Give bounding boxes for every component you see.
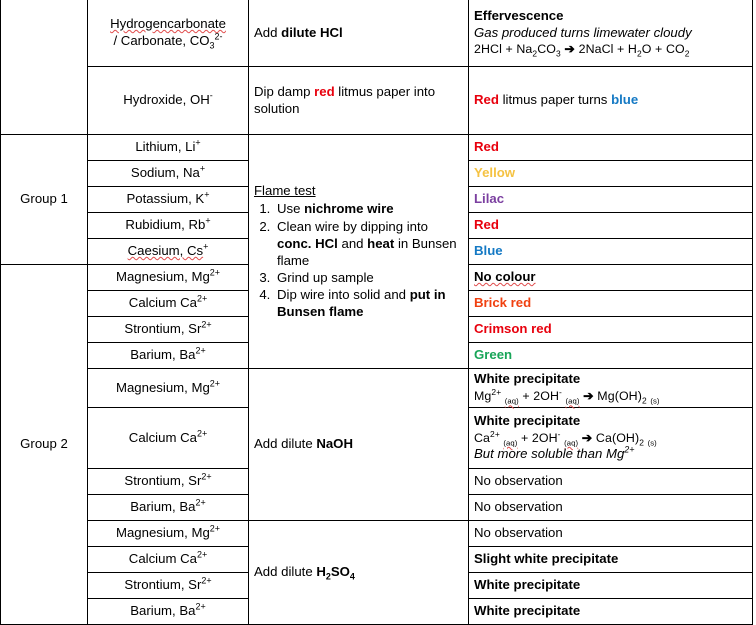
ion-name-hydrogencarbonate: Hydrogencarbonate xyxy=(110,16,226,32)
result-mid-hydroxide: litmus paper turns xyxy=(498,92,612,108)
flame-colour-barium: Green xyxy=(474,347,513,363)
group-cell-anions xyxy=(1,0,88,135)
ion-charge-naoh-calcium: 2+ xyxy=(196,428,208,439)
eq-ca-cation-charge: 2+ xyxy=(490,428,500,439)
test-text-prefix-carbonate: Add xyxy=(254,24,282,40)
ion-charge-naoh-strontium: 2+ xyxy=(201,471,212,482)
result-cell-flame-sodium xyxy=(469,161,753,187)
eq-mg-anion-charge: - xyxy=(559,386,562,397)
ion-name-lithium: Lithium, Li xyxy=(135,139,196,155)
equation-carbonate-hcl xyxy=(474,41,747,58)
flame-colour-calcium: Brick red xyxy=(474,295,532,311)
flame-step-1 xyxy=(274,200,463,217)
ion-cell-caesium xyxy=(88,239,249,265)
flame-step-2-bold-b: heat xyxy=(367,235,395,251)
result-cell-flame-caesium xyxy=(469,239,753,265)
ion-charge-caesium: + xyxy=(203,241,209,252)
eq-rhs-sub1: 2 xyxy=(636,48,642,59)
eq-mg-product: Mg(OH) xyxy=(593,389,642,403)
table-row-flame-lithium xyxy=(1,135,753,161)
ion-name-flame-barium: Barium, Ba xyxy=(130,347,196,363)
equation-naoh-magnesium xyxy=(474,388,747,405)
ion-cell-flame-strontium xyxy=(88,317,249,343)
ion-name-h2so4-strontium: Strontium, Sr xyxy=(124,577,202,593)
eq-mg-cation: Mg xyxy=(474,389,492,403)
test-text-bold-carbonate: dilute HCl xyxy=(281,24,343,40)
eq-ca-cation-state: (aq) xyxy=(503,438,518,448)
table-row-naoh-magnesium xyxy=(1,369,753,408)
result-cell-flame-magnesium xyxy=(469,265,753,291)
ion-name-sodium: Sodium, Na xyxy=(130,165,200,181)
result-note-sup: 2+ xyxy=(624,445,635,456)
ion-cell-naoh-barium xyxy=(88,495,249,521)
test-text-prefix-h2so4: Add dilute xyxy=(254,564,317,580)
ion-charge-flame-barium: 2+ xyxy=(195,345,206,356)
ion-charge-naoh-magnesium: 2+ xyxy=(209,378,221,389)
ion-name-flame-strontium: Strontium, Sr xyxy=(124,321,202,337)
result-cell-h2so4-magnesium: No observation xyxy=(469,521,753,547)
flame-step-4-bold: put in Bunsen flame xyxy=(277,287,446,320)
ion-charge-flame-calcium: 2+ xyxy=(196,293,208,304)
flame-step-4 xyxy=(274,286,463,320)
ion-name-naoh-magnesium: Magnesium, Mg xyxy=(115,379,210,395)
ion-name-h2so4-magnesium: Magnesium, Mg xyxy=(115,525,210,541)
ion-name-naoh-strontium: Strontium, Sr xyxy=(124,473,202,489)
table-row-carbonate xyxy=(1,0,753,67)
ion-name-potassium: Potassium, K xyxy=(126,191,205,207)
result-cell-h2so4-strontium: White precipitate xyxy=(469,573,753,599)
test-cell-naoh xyxy=(249,369,469,521)
result-cell-naoh-barium: No observation xyxy=(469,495,753,521)
ion-cell-flame-magnesium xyxy=(88,265,249,291)
result-cell-h2so4-calcium: Slight white precipitate xyxy=(469,547,753,573)
flame-step-2-text-a: Clean wire by dipping into xyxy=(277,218,429,234)
h2so4-sub1: 2 xyxy=(325,571,331,582)
h2so4-so: SO xyxy=(330,564,350,580)
flame-test-steps xyxy=(254,200,463,320)
result-cell-h2so4-barium: White precipitate xyxy=(469,599,753,625)
ion-charge-flame-strontium: 2+ xyxy=(201,319,212,330)
flame-step-4-text: Dip wire into solid and xyxy=(277,287,410,303)
ion-cell-h2so4-calcium xyxy=(88,547,249,573)
eq-rhs-1: 2NaCl + H xyxy=(578,42,637,57)
result-cell-flame-strontium xyxy=(469,317,753,343)
flame-colour-magnesium: No colour xyxy=(474,269,536,285)
ion-name-flame-calcium: Calcium Ca xyxy=(128,295,197,311)
ion-charge-carbonate: 2- xyxy=(214,31,223,42)
eq-lhs-1: 2HCl + Na xyxy=(474,42,533,57)
result-cell-hydroxide xyxy=(469,67,753,135)
table-row-hydroxide xyxy=(1,67,753,135)
ion-name-hydroxide: Hydroxide, OH xyxy=(123,92,210,108)
h2so4-sub2: 4 xyxy=(349,571,355,582)
ion-charge-potassium: + xyxy=(204,189,210,200)
ion-name-h2so4-calcium: Calcium Ca xyxy=(128,551,197,567)
eq-ca-cation: Ca xyxy=(474,430,491,445)
ion-charge-naoh-barium: 2+ xyxy=(195,497,206,508)
test-text-prefix-naoh: Add dilute xyxy=(254,436,317,452)
flame-colour-strontium: Crimson red xyxy=(474,321,552,337)
eq-ca-arrow: ➔ xyxy=(581,430,593,445)
result-heading-naoh-calcium: White precipitate xyxy=(474,412,581,428)
ion-cell-naoh-strontium xyxy=(88,469,249,495)
ion-formula-carbonate: / Carbonate, CO xyxy=(113,33,210,48)
result-cell-flame-rubidium xyxy=(469,213,753,239)
eq-lhs-2: CO xyxy=(537,42,556,57)
ion-name-rubidium: Rubidium, Rb xyxy=(125,217,206,233)
result-note-naoh-calcium xyxy=(474,446,747,463)
flame-colour-sodium: Yellow xyxy=(474,165,516,181)
eq-rhs-sub2: 2 xyxy=(684,48,690,59)
flame-colour-rubidium: Red xyxy=(474,217,499,233)
test-text-b-hydroxide: litmus paper into solution xyxy=(254,83,436,116)
result-heading-naoh-magnesium: White precipitate xyxy=(474,371,581,387)
test-cell-h2so4 xyxy=(249,521,469,625)
test-text-bold-h2so4 xyxy=(316,564,355,582)
flame-step-3 xyxy=(274,269,463,286)
flame-step-2-bold-a: conc. HCl xyxy=(277,235,338,251)
eq-ca-product-state: (s) xyxy=(647,438,657,448)
test-text-a-hydroxide: Dip damp xyxy=(254,83,315,99)
ion-name-flame-magnesium: Magnesium, Mg xyxy=(115,269,210,285)
test-cell-carbonate xyxy=(249,0,469,67)
result-cell-naoh-magnesium xyxy=(469,369,753,408)
flame-colour-potassium: Lilac xyxy=(474,191,505,207)
ion-cell-lithium xyxy=(88,135,249,161)
eq-ca-anion-state: (aq) xyxy=(564,438,579,448)
equation-naoh-calcium xyxy=(474,430,747,447)
group-cell-group2: Group 2 xyxy=(1,265,88,625)
ion-cell-sodium xyxy=(88,161,249,187)
eq-arrow: ➔ xyxy=(564,42,576,57)
ion-sub-carbonate: 3 xyxy=(209,40,215,51)
flame-test-title: Flame test xyxy=(254,182,316,198)
eq-ca-plus: + 2OH xyxy=(517,430,558,445)
group-cell-group1: Group 1 xyxy=(1,135,88,265)
ion-cell-h2so4-barium xyxy=(88,599,249,625)
ion-charge-h2so4-strontium: 2+ xyxy=(201,575,212,586)
ion-cell-h2so4-strontium xyxy=(88,573,249,599)
test-cell-flame-test xyxy=(249,135,469,369)
result-note-limewater: Gas produced turns limewater cloudy xyxy=(474,24,692,40)
ion-name-naoh-barium: Barium, Ba xyxy=(130,499,196,515)
eq-rhs-2: O + CO xyxy=(641,42,685,57)
eq-lhs-sub2: 3 xyxy=(556,48,561,59)
result-cell-naoh-calcium xyxy=(469,408,753,469)
test-text-red-litmus: red xyxy=(314,83,335,99)
ion-cell-flame-calcium xyxy=(88,291,249,317)
ion-name-h2so4-barium: Barium, Ba xyxy=(130,603,196,619)
result-cell-flame-barium xyxy=(469,343,753,369)
result-cell-flame-lithium xyxy=(469,135,753,161)
result-blue-label: blue xyxy=(611,92,639,108)
flame-step-2-text-c: in Bunsen flame xyxy=(277,235,457,268)
h2so4-h: H xyxy=(316,564,326,580)
eq-ca-product: Ca(OH) xyxy=(592,430,640,445)
result-note-text: But more soluble than Mg xyxy=(474,446,625,462)
ion-name-caesium: Caesium, Cs xyxy=(127,243,204,259)
eq-ca-anion-charge: - xyxy=(557,428,561,439)
flame-step-2-text-b: and xyxy=(337,235,368,251)
table-row-h2so4-magnesium xyxy=(1,521,753,547)
result-cell-naoh-strontium: No observation xyxy=(469,469,753,495)
eq-mg-cation-charge: 2+ xyxy=(491,386,502,397)
result-cell-carbonate xyxy=(469,0,753,67)
flame-step-3-text: Grind up sample xyxy=(277,270,374,286)
eq-mg-cation-state: (aq) xyxy=(504,396,519,406)
result-red-label: Red xyxy=(474,92,499,108)
result-heading-effervescence: Effervescence xyxy=(474,7,564,23)
ion-cell-flame-barium xyxy=(88,343,249,369)
flame-step-1-text: Use xyxy=(277,201,305,217)
ion-charge-sodium: + xyxy=(199,163,206,174)
flame-step-1-bold: nichrome wire xyxy=(304,201,394,217)
ion-cell-naoh-calcium xyxy=(88,408,249,469)
result-cell-flame-potassium xyxy=(469,187,753,213)
eq-mg-product-sub: 2 xyxy=(641,395,647,406)
ion-cell-hydroxide xyxy=(88,67,249,135)
flame-step-2 xyxy=(274,218,463,269)
ion-charge-lithium: + xyxy=(195,137,201,148)
ion-charge-h2so4-barium: 2+ xyxy=(195,601,206,612)
ion-charge-rubidium: + xyxy=(205,215,211,226)
ion-charge-hydroxide: - xyxy=(209,90,213,101)
ion-charge-h2so4-magnesium: 2+ xyxy=(209,523,221,534)
ion-charge-flame-magnesium: 2+ xyxy=(209,267,221,278)
eq-mg-anion-state: (aq) xyxy=(565,396,580,406)
test-cell-hydroxide xyxy=(249,67,469,135)
ion-cell-rubidium xyxy=(88,213,249,239)
eq-mg-product-state: (s) xyxy=(650,396,660,406)
eq-lhs-sub1: 2 xyxy=(532,48,538,59)
ion-cell-naoh-magnesium xyxy=(88,369,249,408)
ion-charge-h2so4-calcium: 2+ xyxy=(196,549,208,560)
eq-ca-product-sub: 2 xyxy=(639,437,645,448)
ion-cell-carbonate xyxy=(88,0,249,67)
ion-name-naoh-calcium: Calcium Ca xyxy=(128,429,197,445)
test-text-bold-naoh: NaOH xyxy=(316,436,353,452)
ion-cell-h2so4-magnesium xyxy=(88,521,249,547)
eq-mg-arrow: ➔ xyxy=(583,389,594,403)
flame-colour-lithium: Red xyxy=(474,139,499,155)
eq-mg-plus: + 2OH xyxy=(518,389,560,403)
flame-colour-caesium: Blue xyxy=(474,243,503,259)
ion-cell-potassium xyxy=(88,187,249,213)
result-cell-flame-calcium xyxy=(469,291,753,317)
